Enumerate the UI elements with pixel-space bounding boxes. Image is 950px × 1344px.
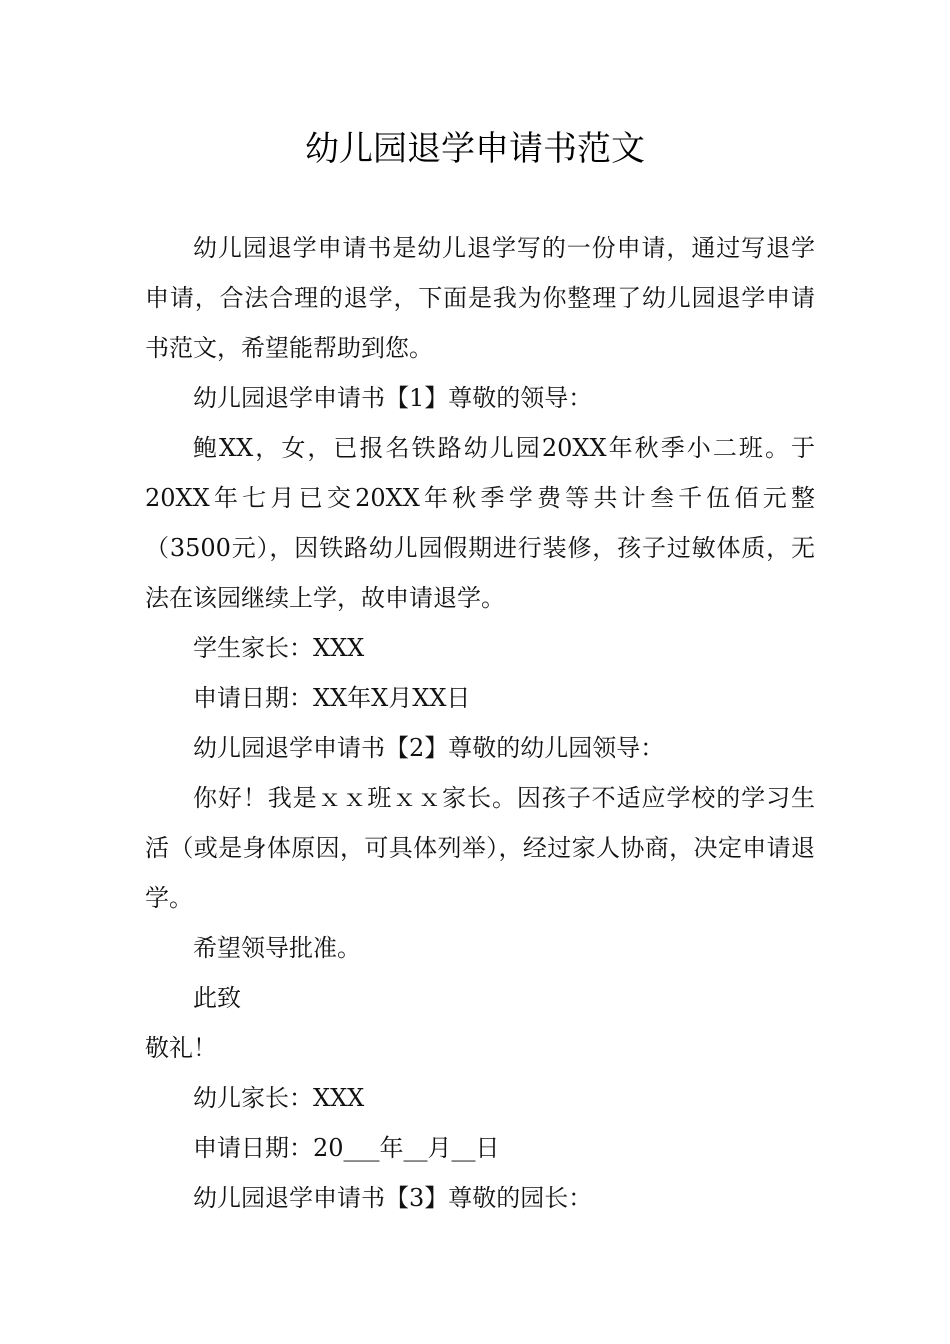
paragraph-sample-3-heading: 幼儿园退学申请书【3】尊敬的园长： xyxy=(193,1184,593,1212)
paragraph-sample-2-body: 你好！我是ｘｘ班ｘｘ家长。因孩子不适应学校的学习生活（或是身体原因，可具体列举），经过家人协商，决定申请退学。 xyxy=(145,784,815,912)
paragraph-intro: 幼儿园退学申请书是幼儿退学写的一份申请，通过写退学申请，合法合理的退学，下面是我为你整理了幼儿园退学申请书范文，希望能帮助到您。 xyxy=(145,234,815,362)
paragraph-sample-2-heading: 幼儿园退学申请书【2】尊敬的幼儿园领导： xyxy=(193,734,665,762)
paragraph-salute: 敬礼！ xyxy=(145,1034,217,1062)
paragraph-sample-1-body: 鲍XX，女，已报名铁路幼儿园20XX年秋季小二班。于20XX年七月已交20XX年秋季学费等共计叁千伍佰元整（3500元），因铁路幼儿园假期进行装修，孩子过敏体质，无法在该园继续上学，故申请退学。 xyxy=(145,434,815,612)
paragraph-request-approval: 希望领导批准。 xyxy=(193,934,361,962)
paragraph-application-date-blank: 申请日期：20___年__月__日 xyxy=(193,1134,500,1162)
paragraph-parent-signature: 学生家长：XXX xyxy=(193,634,365,662)
document-body xyxy=(145,223,815,1223)
paragraph-child-parent-signature: 幼儿家长：XXX xyxy=(193,1084,365,1112)
page-title: 幼儿园退学申请书范文 xyxy=(305,129,645,169)
paragraph-application-date: 申请日期：XX年X月XX日 xyxy=(193,684,471,712)
paragraph-sample-1-heading: 幼儿园退学申请书【1】尊敬的领导： xyxy=(193,384,593,412)
paragraph-closing: 此致 xyxy=(193,984,241,1012)
